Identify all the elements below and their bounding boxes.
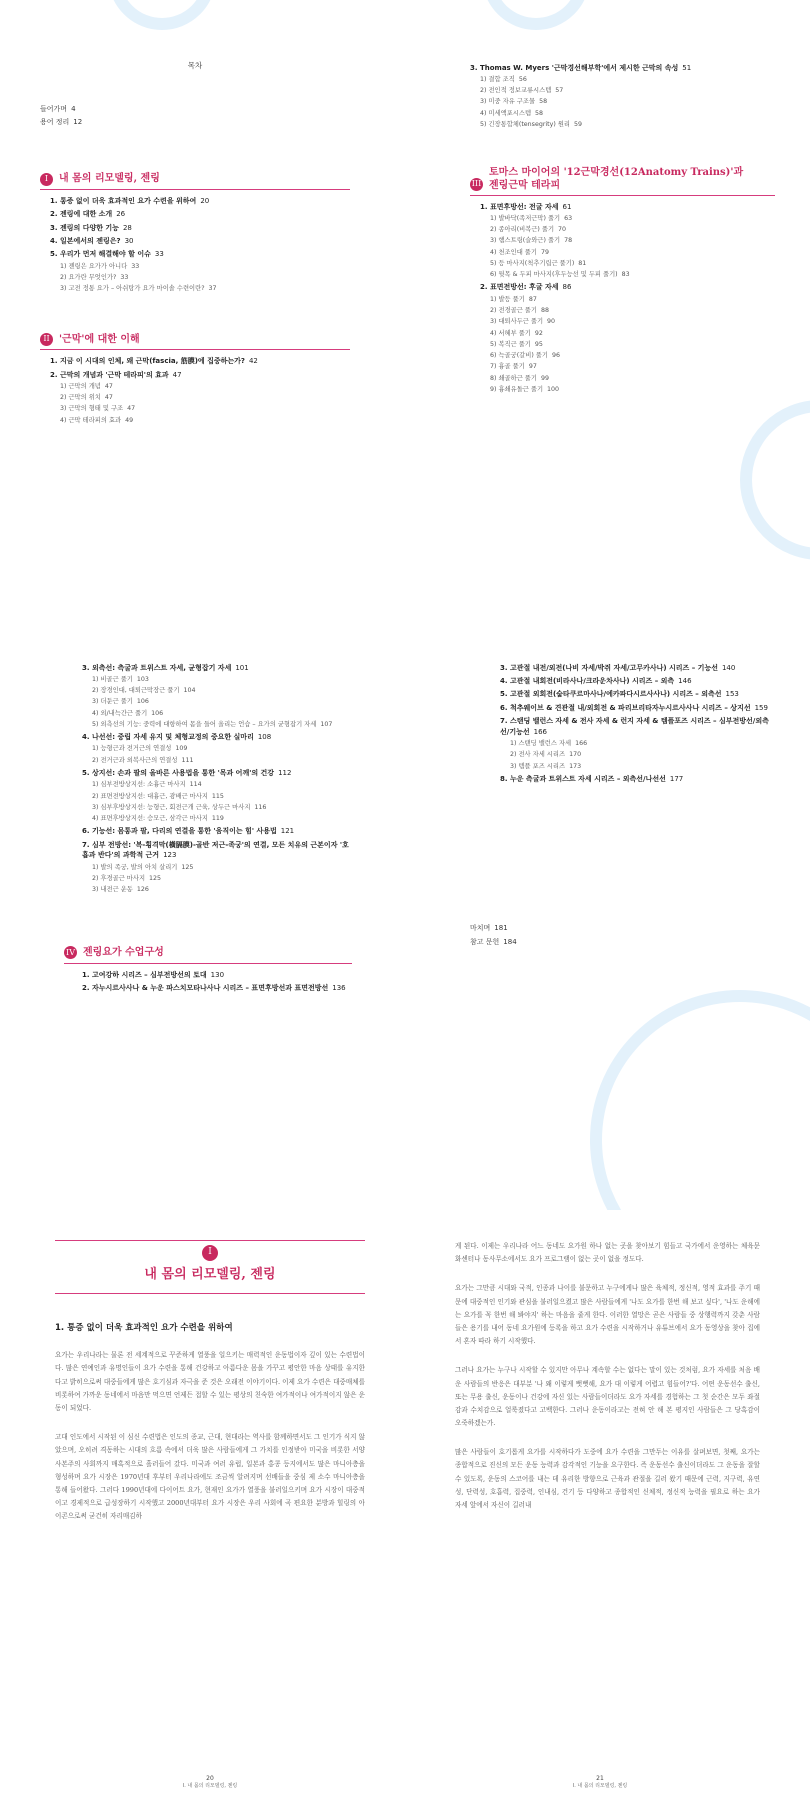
toc-subentry[interactable]: 2) 근막의 위치 47 bbox=[60, 394, 113, 402]
decorative-ring-right bbox=[482, 0, 590, 30]
toc-subentry[interactable]: 2) 전사 자세 시리즈 170 bbox=[510, 751, 582, 759]
toc-entry[interactable]: 참고 문헌 184 bbox=[470, 937, 517, 946]
chapter-numeral-badge: I bbox=[40, 173, 53, 186]
toc-subentry[interactable]: 2) 전인적 정보교류시스템 57 bbox=[480, 87, 564, 95]
toc-entry[interactable]: 2. 근막의 개념과 '근막 테라피'의 효과 47 bbox=[50, 370, 182, 379]
toc-subentry[interactable]: 3) 내전근 운동 126 bbox=[92, 886, 149, 894]
toc-entry[interactable]: 1. 표면후방선: 전굴 자세 61 bbox=[480, 202, 572, 211]
page-footer-right bbox=[540, 1775, 660, 1790]
toc-entry[interactable]: 7. 스탠딩 밸런스 자세 & 전사 자세 & 런지 자세 & 템플포즈 시리즈 – 심부전방선/외측선/기능선 166 bbox=[500, 716, 769, 736]
toc-page-left bbox=[66, 660, 352, 994]
body-spread bbox=[0, 1210, 810, 1800]
toc-subentry[interactable]: 7) 흉골 풀기 97 bbox=[490, 363, 537, 371]
toc-subentry[interactable]: 1) 심부전방상지선: 소흉근 마사지 114 bbox=[92, 781, 202, 789]
toc-subentry[interactable]: 1) 발의 족궁, 발의 아치 살리기 125 bbox=[92, 863, 194, 871]
chapter-title: 토마스 마이어의 '12근막경선(12Anatomy Trains)'과 젠링근막 테라피 bbox=[489, 166, 744, 192]
chapter-numeral-badge: III bbox=[470, 178, 483, 191]
toc-subentry[interactable]: 2) 종아리(비복근) 풀기 70 bbox=[490, 226, 567, 234]
body-paragraph: 많은 사람들이 호기롭게 요가를 시작하다가 도중에 요가 수련을 그만두는 이유를 살펴보면, 첫째, 요가는 종합적으로 진신의 모든 운동 능력과 감각적인 기능을 요구한다. 즉 운동선수 출신이더라도 그 운동을 잘할 수 있도록, 운동의 스코어를 내는 데 유리한 방향으로 근육과 관절을 길러 왔기 때문에 근력, 지구력, 유연성, 단력성, 호흡력, 집중력, 인내심, 건기 등 다양하고 종합적인 신체적, 정신적 능력을 필요로 하는 요가 자세 앞에서 자신이 길러내 bbox=[455, 1448, 760, 1509]
toc-subentry[interactable]: 2) 전경골근 풀기 88 bbox=[490, 307, 549, 315]
back-matter bbox=[470, 920, 670, 951]
toc-subentry[interactable]: 8) 쇄골하근 풀기 99 bbox=[490, 374, 549, 382]
toc-subentry[interactable]: 9) 흉쇄유돌근 풀기 100 bbox=[490, 385, 560, 393]
running-footer: I. 내 몸의 리모델링, 젠링 bbox=[572, 1783, 628, 1789]
body-paragraph: 요가는 그만큼 시대와 국적, 인종과 나이를 불문하고 누구에게나 많은 육체적, 정신적, 영적 효과를 주기 때문에 대중적인 인기와 관심을 불러일으켰고 많은 사람들에게 '나도 요가를 한번 해 보고 싶다', '나도 운해에는 요가를 꼭 한번 해 봐야지' 하는 마음을 줄게 한다. 이러한 열망은 곧은 사람들 중 상행력까지 갖춘 사람들은 용기를 내어 동네 요가원에 등록을 하고 요가 수련을 시작하거나 유튜브에서 요가 동영상을 찾아 집에서 혼자 따라 하기 시작했다. bbox=[455, 1284, 760, 1346]
toc-entry[interactable]: 2. 표면전방선: 후굴 자세 86 bbox=[480, 283, 572, 292]
body-paragraph: 요가는 우리나라는 물론 전 세계적으로 꾸준하게 열풍을 일으키는 매력적인 운동법이자 깊이 있는 수련법이다. 많은 연예인과 유명인들이 요가 수련을 통해 건강하고 아름다운 몸을 가꾸고 평안한 마음 상태를 유지한다고 밝히으로써 대중들에게 많은 호기심과 자극을 준 것은 오래전 이야기이다. 이제 요가 수련은 대중매체를 비롯하여 가까운 동네에서 마음만 먹으면 언제든 접할 수 있는 평상의 친숙한 여가적이나 여가적이지 않은 운동이 되었다. bbox=[55, 1351, 365, 1413]
toc-subentry[interactable]: 3) 템플 포즈 시리즈 173 bbox=[510, 762, 582, 770]
chapter-title: 내 몸의 리모델링, 젠링 bbox=[144, 1266, 276, 1282]
section-heading: 1. 통증 없이 더욱 효과적인 요가 수련을 위하여 bbox=[55, 1323, 233, 1334]
body-paragraph: 고대 인도에서 시작된 이 심신 수련법은 인도의 종교, 근대, 현대라는 역사를 함께하면서도 그 인기가 식지 않았으며, 오히려 격동하는 시대의 흐름 속에서 더욱 많은 사람들에게 그 가치를 인정받아 미국을 비롯한 서양 사본주의 사회까지 매혹적으로 흘러들어 갔다. 미국과 여러 유럽, 일본과 홍콩 등지에서도 많은 마니아층을 형성하며 요가 시장은 1970년대 후부터 우리나라에도 조금씩 알려지며 선배들을 중심 제 소수 마니아층을 통해 들어왔다. 그러다 1990년대에 다이어트 요가, 현재인 요가가 열풍을 불러일으키며 요가 시장이 대중적이고 경제적으로 급성장하기 시작했고 2000년대부터 요가 시장은 우리 사회에 곡 편요한 분방과 힐링의 아이콘으로써 굳건히 자리매김하 bbox=[55, 1433, 365, 1521]
toc-subentry[interactable]: 3) 대퇴사두근 풀기 90 bbox=[490, 318, 556, 326]
body-paragraph: 그러나 요가는 누구나 시작할 수 있지만 아무나 계속할 수는 없다는 말이 있는 것처럼, 요가 자세를 처음 배운 사람들의 반응은 대부분 '나 왜 이렇게 뻣뻣해, 요가 대 이렇게 어렵고 힘들어?'다. 어떤 운동선수 출신, 또는 무용 출신, 운동이나 건강에 자신 있는 사람들이더라도 요가 자세를 경험하는 그 첫 순간은 모두 좌절감과 수치감으로 얼룩졌다고 고백한다. 그러나 운동이라고는 전혀 안 해 본 평지인 사람들은 그 당혹감이 오죽하겠는가. bbox=[455, 1366, 760, 1428]
toc-entry[interactable]: 4. 나선선: 중립 자세 유지 및 체형교정의 중요한 실마리 108 bbox=[82, 733, 272, 742]
toc-subentry[interactable]: 5) 긴장통합체(tensegrity) 원리 59 bbox=[480, 120, 582, 128]
toc-spread-1 bbox=[0, 0, 810, 620]
toc-subentry[interactable]: 1) 발바닥(족저근막) 풀기 63 bbox=[490, 214, 573, 222]
toc-subentry[interactable]: 3) 햄스트링(슬와근) 풀기 78 bbox=[490, 237, 573, 245]
running-footer: I. 내 몸의 리모델링, 젠링 bbox=[182, 1783, 238, 1789]
toc-subentry[interactable]: 2) 후경골근 마사지 125 bbox=[92, 875, 162, 883]
chapter-heading-2 bbox=[40, 332, 350, 351]
toc-page-right bbox=[470, 60, 775, 395]
toc-subentry[interactable]: 5) 복직근 풀기 95 bbox=[490, 340, 543, 348]
toc-subentry[interactable]: 4) 외/내늑간근 풀기 106 bbox=[92, 709, 164, 717]
chapter-opener bbox=[55, 1240, 365, 1294]
toc-title: 목차 bbox=[187, 61, 203, 70]
toc-subentry[interactable]: 3) 심부후방상지선: 능형근, 회전근개 근육, 상두근 마사지 116 bbox=[92, 803, 267, 811]
body-page-right bbox=[455, 1240, 760, 1528]
toc-subentry[interactable]: 1) 근막의 개념 47 bbox=[60, 382, 113, 390]
toc-entry[interactable]: 1. 고여강하 시리즈 – 심부전방선의 토대 130 bbox=[82, 970, 225, 979]
toc-entry[interactable]: 3. Thomas W. Myers '근막경선해부학'에서 제시한 근막의 속성 51 bbox=[470, 63, 692, 72]
chapter-title: 내 몸의 리모델링, 젠링 bbox=[59, 173, 160, 185]
chapter-title: '근막'에 대한 이해 bbox=[59, 333, 140, 345]
toc-entry[interactable]: 2. 자누시르사사나 & 누운 파스치모타나사나 시리즈 – 표면후방선과 표면전방선 136 bbox=[82, 983, 346, 992]
toc-subentry[interactable]: 2) 요가란 무엇인가? 33 bbox=[60, 273, 129, 281]
toc-subentry[interactable]: 1) 스탠딩 밸런스 자세 166 bbox=[510, 740, 588, 748]
toc-subentry[interactable]: 3) 더둔근 풀기 106 bbox=[92, 698, 149, 706]
toc-entry[interactable]: 6. 척추웨이브 & 견관절 내/외회전 & 파리브리타자누시르사사나 시리즈 – 상지선 159 bbox=[500, 703, 768, 712]
body-paragraph: 게 된다. 이제는 우리나라 어느 동네도 요가원 하나 없는 곳을 찾아보기 힘들고 국가에서 운영하는 체육문화센터나 동사무소에서도 요가 프로그램이 없는 곳이 없을 정도다. bbox=[455, 1242, 760, 1264]
chapter-title: 젠링요가 수업구성 bbox=[83, 947, 164, 959]
toc-subentry[interactable]: 1) 젠링은 요가가 아니다 33 bbox=[60, 262, 140, 270]
toc-entry[interactable]: 3. 외측선: 측굴과 트위스트 자세, 균형잡기 자세 101 bbox=[82, 663, 249, 672]
toc-spread-2 bbox=[0, 620, 810, 1210]
toc-subentry[interactable]: 6) 늑골궁(갈비) 풀기 96 bbox=[490, 352, 560, 360]
decorative-ring-right-lower bbox=[740, 400, 810, 560]
toc-entry[interactable]: 들어가며 4 bbox=[40, 104, 76, 113]
toc-subentry[interactable]: 1) 발등 풀기 87 bbox=[490, 295, 537, 303]
toc-entry[interactable]: 4. 고관절 내회전(비라사나/크라운차사나) 시리즈 – 외측 146 bbox=[500, 676, 692, 685]
page-number: 21 bbox=[596, 1774, 604, 1782]
toc-subentry[interactable]: 4) 미세액포시스템 58 bbox=[480, 109, 544, 117]
chapter-numeral-badge: II bbox=[40, 333, 53, 346]
toc-subentry[interactable]: 1) 결합 조직 56 bbox=[480, 75, 527, 83]
toc-entry[interactable]: 2. 젠링에 대한 소개 26 bbox=[50, 210, 126, 219]
chapter-heading-4 bbox=[64, 945, 352, 964]
chapter-2-entries bbox=[40, 356, 350, 425]
toc-subentry[interactable]: 3) 미중 자유 구조물 58 bbox=[480, 98, 548, 106]
chapter-numeral-badge: I bbox=[202, 1245, 218, 1261]
toc-entry[interactable]: 6. 기능선: 몸통과 팔, 다리의 연결을 통한 '움직이는 힘' 사용법 121 bbox=[82, 827, 295, 836]
toc-subentry[interactable]: 3) 고전 정통 요가 – 아쉬탕가 요가 마이솔 수련이란? 37 bbox=[60, 285, 217, 293]
page-number: 20 bbox=[206, 1774, 214, 1782]
chapter-heading-1 bbox=[40, 171, 350, 190]
toc-entry[interactable]: 1. 통증 없이 더욱 효과적인 요가 수련을 위하여 20 bbox=[50, 196, 210, 205]
toc-subentry[interactable]: 4) 천조인대 풀기 79 bbox=[490, 248, 549, 256]
toc-entry[interactable]: 용어 정리 12 bbox=[40, 118, 83, 127]
toc-entry[interactable]: 5. 고관절 외회전(숩타쿠르마사나/에카파다시르사사나) 시리즈 – 외측선 153 bbox=[500, 690, 739, 699]
toc-subentry[interactable]: 3) 근막의 형태 및 구조 47 bbox=[60, 405, 136, 413]
toc-entry[interactable]: 1. 지금 이 시대의 인체, 왜 근막(fascia, 筋膜)에 집중하는가? 42 bbox=[50, 357, 258, 366]
front-matter bbox=[40, 104, 350, 129]
toc-subentry[interactable]: 4) 근막 테라피의 효과 49 bbox=[60, 416, 134, 424]
decorative-ring-lower-right bbox=[590, 990, 810, 1210]
toc-subentry[interactable]: 1) 능형근과 전거근의 연결성 109 bbox=[92, 745, 188, 753]
toc-entry[interactable]: 4. 일본에서의 젠링은? 30 bbox=[50, 236, 134, 245]
toc-subentry[interactable]: 2) 장경인대, 대퇴근막장근 풀기 104 bbox=[92, 687, 196, 695]
toc-subentry[interactable]: 4) 서혜부 풀기 92 bbox=[490, 329, 543, 337]
chapter-3-entries bbox=[470, 202, 775, 395]
toc-entry[interactable]: 3. 젠링의 다양한 기능 28 bbox=[50, 223, 132, 232]
chapter-heading-3 bbox=[470, 166, 775, 196]
page-footer-left bbox=[150, 1775, 270, 1790]
toc-page-left bbox=[40, 60, 350, 425]
toc-subentry[interactable]: 2) 표면전방상지선: 대흉근, 광배근 마사지 115 bbox=[92, 792, 224, 800]
body-page-left bbox=[55, 1240, 365, 1540]
chapter-1-entries bbox=[40, 196, 350, 294]
toc-entry[interactable]: 5. 상지선: 손과 팔의 올바른 사용법을 통한 '목과 어깨'의 건강 112 bbox=[82, 768, 292, 777]
toc-entry[interactable]: 3. 고관절 내전/외전(나비 자세/박쥐 자세/고무카사나) 시리즈 – 기능선 140 bbox=[500, 663, 736, 672]
toc-entry[interactable]: 7. 심부 전방선: '복-횡격막(橫膈膜)-골반 저근-족궁'의 연결, 모든 치유의 근본이자 '호흡과 반다'의 과학적 근거 123 bbox=[82, 840, 349, 860]
toc-entry[interactable]: 8. 누운 측굴과 트위스트 자세 시리즈 – 외측선/나선선 177 bbox=[500, 774, 684, 783]
toc-subentry[interactable]: 4) 표면후방상지선: 승모근, 삼각근 마사지 119 bbox=[92, 815, 224, 823]
toc-entry[interactable]: 5. 우리가 먼저 해결해야 할 이슈 33 bbox=[50, 250, 164, 259]
toc-subentry[interactable]: 2) 전거근과 외복사근의 연결성 111 bbox=[92, 756, 194, 764]
toc-subentry[interactable]: 5) 등 마사지(척추기립근 풀기) 81 bbox=[490, 259, 587, 267]
toc-subentry[interactable]: 5) 외측선의 기능: 중력에 대항하여 몸을 들어 올리는 언습 – 요가의 균형잡기 자세 107 bbox=[92, 720, 333, 728]
decorative-ring-left bbox=[108, 0, 216, 30]
toc-subentry[interactable]: 6) 뒷목 & 두피 마사지(후두능선 및 두피 풀기) 83 bbox=[490, 271, 630, 279]
toc-page-right bbox=[500, 660, 770, 785]
chapter-numeral-badge: IV bbox=[64, 946, 77, 959]
toc-entry[interactable]: 마치며 181 bbox=[470, 924, 508, 932]
toc-subentry[interactable]: 1) 비골근 풀기 103 bbox=[92, 675, 149, 683]
